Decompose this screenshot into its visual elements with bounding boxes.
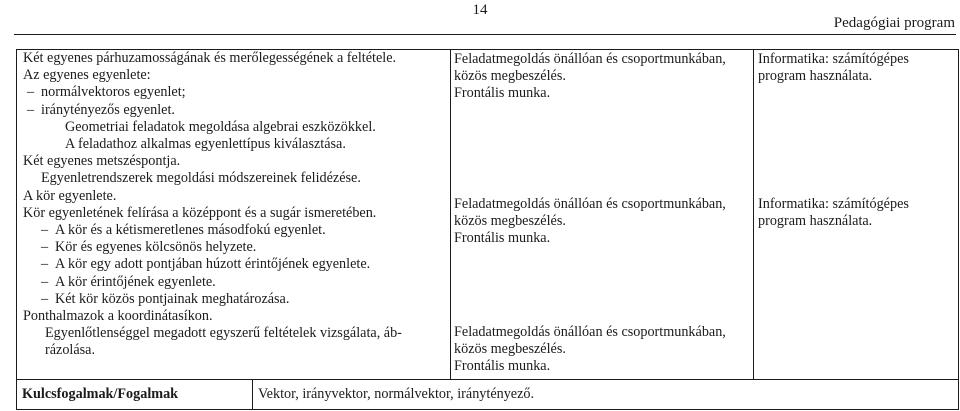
method-text: Frontális munka. (454, 358, 551, 375)
column-divider-2 (753, 50, 754, 379)
topic-text: Geometriai feladatok megoldása algebrai eszközökkel. (65, 118, 376, 135)
equation-item: – normálvektoros egyenlet; (23, 84, 448, 101)
method-text: közös megbeszélés. (454, 341, 566, 358)
method-text: közös megbeszélés. (454, 68, 566, 85)
footer-divider (252, 380, 253, 409)
list-item: – A kör és a kétismeretlenes másodfokú egyenlet. (23, 222, 448, 239)
topic-subtitle: Kör egyenletének felírása a középpont és a sugár ismeretében. (23, 204, 377, 221)
column-divider-1 (450, 50, 451, 379)
list-item: – Kör és egyenes kölcsönös helyzete. (23, 239, 448, 256)
method-text: Feladatmegoldás önállóan és csoportmunkában, (454, 51, 726, 67)
method-text: Frontális munka. (454, 85, 551, 102)
topic-title: A kör egyenlete. (23, 187, 117, 204)
topic-text: Egyenletrendszerek megoldási módszereinek felidézése. (41, 170, 361, 187)
tool-text: Informatika: számítógépes (758, 196, 909, 212)
topic-text: A feladathoz alkalmas egyenlettípus kiválasztása. (65, 136, 346, 153)
equation-item: – iránytényezős egyenlet. (23, 102, 448, 119)
tools-block-1 (758, 51, 909, 85)
tool-text: program használata. (758, 213, 873, 230)
tool-text: program használata. (758, 68, 873, 85)
key-concepts-value: Vektor, irányvektor, normálvektor, iránytényező. (258, 386, 535, 402)
topic-title: Ponthalmazok a koordinátasíkon. (23, 308, 213, 325)
topic-text: Két egyenes metszéspontja. (23, 153, 181, 170)
topic-title: Két egyenes párhuzamosságának és merőlegességének a feltétele. (23, 50, 397, 66)
method-text: Feladatmegoldás önállóan és csoportmunkában, (454, 324, 726, 340)
method-text: Frontális munka. (454, 230, 551, 247)
methods-block-3 (454, 324, 726, 376)
tools-block-2 (758, 196, 909, 230)
page-number: 14 (472, 2, 488, 18)
list-item: – A kör érintőjének egyenlete. (23, 274, 448, 291)
topic-text: Egyenlőtlenséggel megadott egyszerű feltételek vizsgálata, áb- (45, 325, 402, 342)
curriculum-table (16, 49, 959, 380)
methods-block-2 (454, 196, 726, 248)
key-concepts-label: Kulcsfogalmak/Fogalmak (22, 386, 179, 402)
tool-text: Informatika: számítógépes (758, 51, 909, 67)
section-title: Pedagógiai program (833, 15, 955, 31)
topics-column (23, 50, 448, 360)
method-text: Feladatmegoldás önállóan és csoportmunkában, (454, 196, 726, 212)
method-text: közös megbeszélés. (454, 213, 566, 230)
header-rule (14, 34, 956, 35)
methods-block-1 (454, 51, 726, 103)
topic-text: rázolása. (45, 342, 96, 359)
list-item: – A kör egy adott pontjában húzott érintőjének egyenlete. (23, 256, 448, 273)
list-item: – Két kör közös pontjainak meghatározása. (23, 291, 448, 308)
equation-heading: Az egyenes egyenlete: (23, 67, 151, 84)
key-concepts-row (16, 379, 959, 410)
